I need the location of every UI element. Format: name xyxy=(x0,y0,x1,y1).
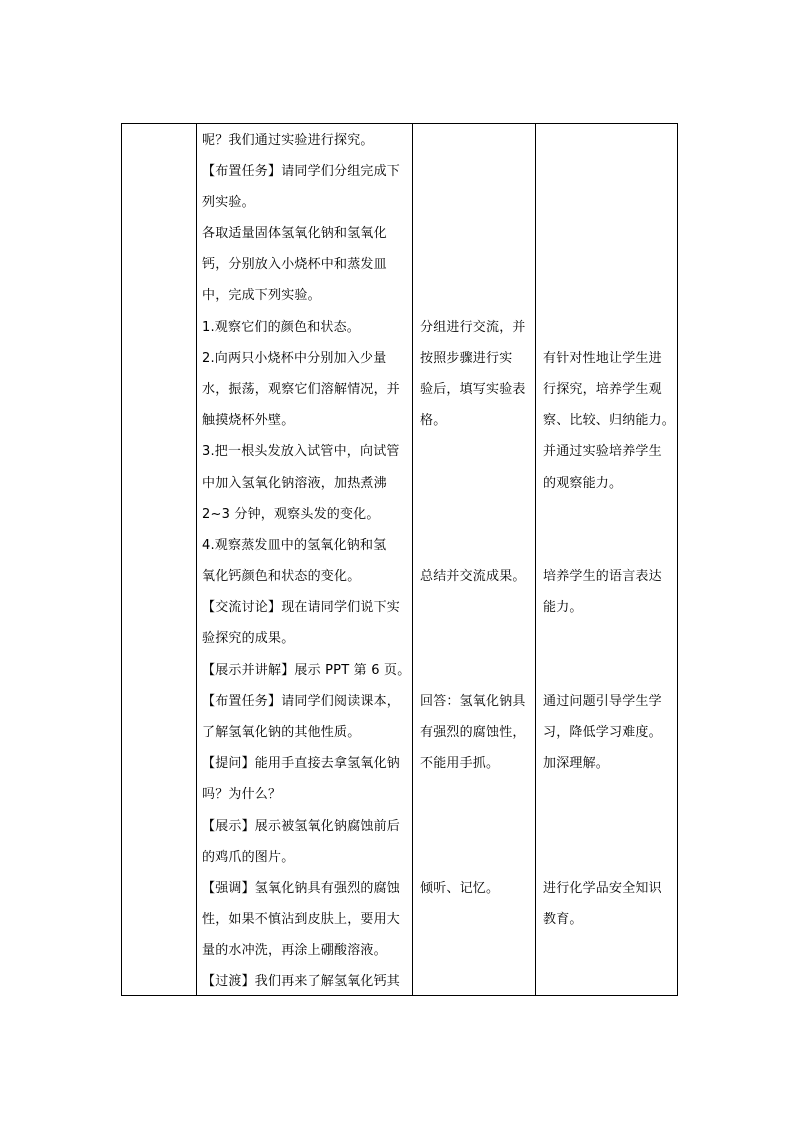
text-line: 有强烈的腐蚀性， xyxy=(420,725,526,740)
text-line: 【展示并讲解】展示 PPT 第 6 页。 xyxy=(202,663,411,678)
column-divider xyxy=(196,124,197,995)
text-line: 并通过实验培养学生 xyxy=(543,444,662,459)
text-line: 不能用手抓。 xyxy=(420,756,500,771)
text-line: 回答：氢氧化钠具 xyxy=(420,694,526,709)
text-line: 了解氢氧化钠的其他性质。 xyxy=(202,725,361,740)
text-line: 量的水冲洗，再涂上硼酸溶液。 xyxy=(202,943,387,958)
text-line: 有针对性地让学生进 xyxy=(543,351,662,366)
text-line: 1.观察它们的颜色和状态。 xyxy=(202,320,361,335)
text-line: 氧化钙颜色和状态的变化。 xyxy=(202,569,361,584)
text-line: 【过渡】我们再来了解氢氧化钙其 xyxy=(202,974,401,989)
text-line: 加深理解。 xyxy=(543,756,610,771)
text-line: 培养学生的语言表达 xyxy=(543,569,662,584)
column-divider xyxy=(535,124,536,995)
text-line: 习，降低学习难度。 xyxy=(543,725,662,740)
text-line: 性，如果不慎沾到皮肤上，要用大 xyxy=(202,912,401,927)
text-line: 的观察能力。 xyxy=(543,476,623,491)
text-line: 4.观察蒸发皿中的氢氧化钠和氢 xyxy=(202,538,387,553)
text-line: 3.把一根头发放入试管中，向试管 xyxy=(202,444,400,459)
text-line: 列实验。 xyxy=(202,195,255,210)
text-line: 总结并交流成果。 xyxy=(420,569,526,584)
text-line: 中，完成下列实验。 xyxy=(202,288,321,303)
text-line: 呢？我们通过实验进行探究。 xyxy=(202,133,374,148)
text-line: 格。 xyxy=(420,413,447,428)
text-line: 【交流讨论】现在请同学们说下实 xyxy=(202,600,401,615)
text-line: 分组进行交流，并 xyxy=(420,320,526,335)
text-line: 【强调】氢氧化钠具有强烈的腐蚀 xyxy=(202,881,401,896)
lesson-plan-table xyxy=(121,123,678,996)
text-line: 【布置任务】请同学们阅读课本， xyxy=(202,694,401,709)
text-line: 验探究的成果。 xyxy=(202,631,295,646)
text-line: 2.向两只小烧杯中分别加入少量 xyxy=(202,351,387,366)
column-divider xyxy=(412,124,413,995)
text-line: 行探究，培养学生观 xyxy=(543,382,662,397)
text-line: 吗？为什么？ xyxy=(202,787,282,802)
text-line: 各取适量固体氢氧化钠和氢氧化 xyxy=(202,226,387,241)
text-line: 【展示】展示被氢氧化钠腐蚀前后 xyxy=(202,819,401,834)
text-line: 能力。 xyxy=(543,600,583,615)
text-line: 中加入氢氧化钠溶液，加热煮沸 xyxy=(202,476,387,491)
text-line: 倾听、记忆。 xyxy=(420,881,500,896)
text-line: 进行化学品安全知识 xyxy=(543,881,662,896)
text-line: 水，振荡，观察它们溶解情况，并 xyxy=(202,382,401,397)
text-line: 钙，分别放入小烧杯中和蒸发皿 xyxy=(202,257,387,272)
text-line: 察、比较、归纳能力。 xyxy=(543,413,676,428)
text-line: 教育。 xyxy=(543,912,583,927)
text-line: 触摸烧杯外壁。 xyxy=(202,413,295,428)
text-line: 2~3 分钟，观察头发的变化。 xyxy=(202,507,380,522)
text-line: 按照步骤进行实 xyxy=(420,351,513,366)
text-line: 验后，填写实验表 xyxy=(420,382,526,397)
text-line: 通过问题引导学生学 xyxy=(543,694,662,709)
text-line: 【布置任务】请同学们分组完成下 xyxy=(202,164,401,179)
text-line: 的鸡爪的图片。 xyxy=(202,850,295,865)
text-line: 【提问】能用手直接去拿氢氧化钠 xyxy=(202,756,401,771)
